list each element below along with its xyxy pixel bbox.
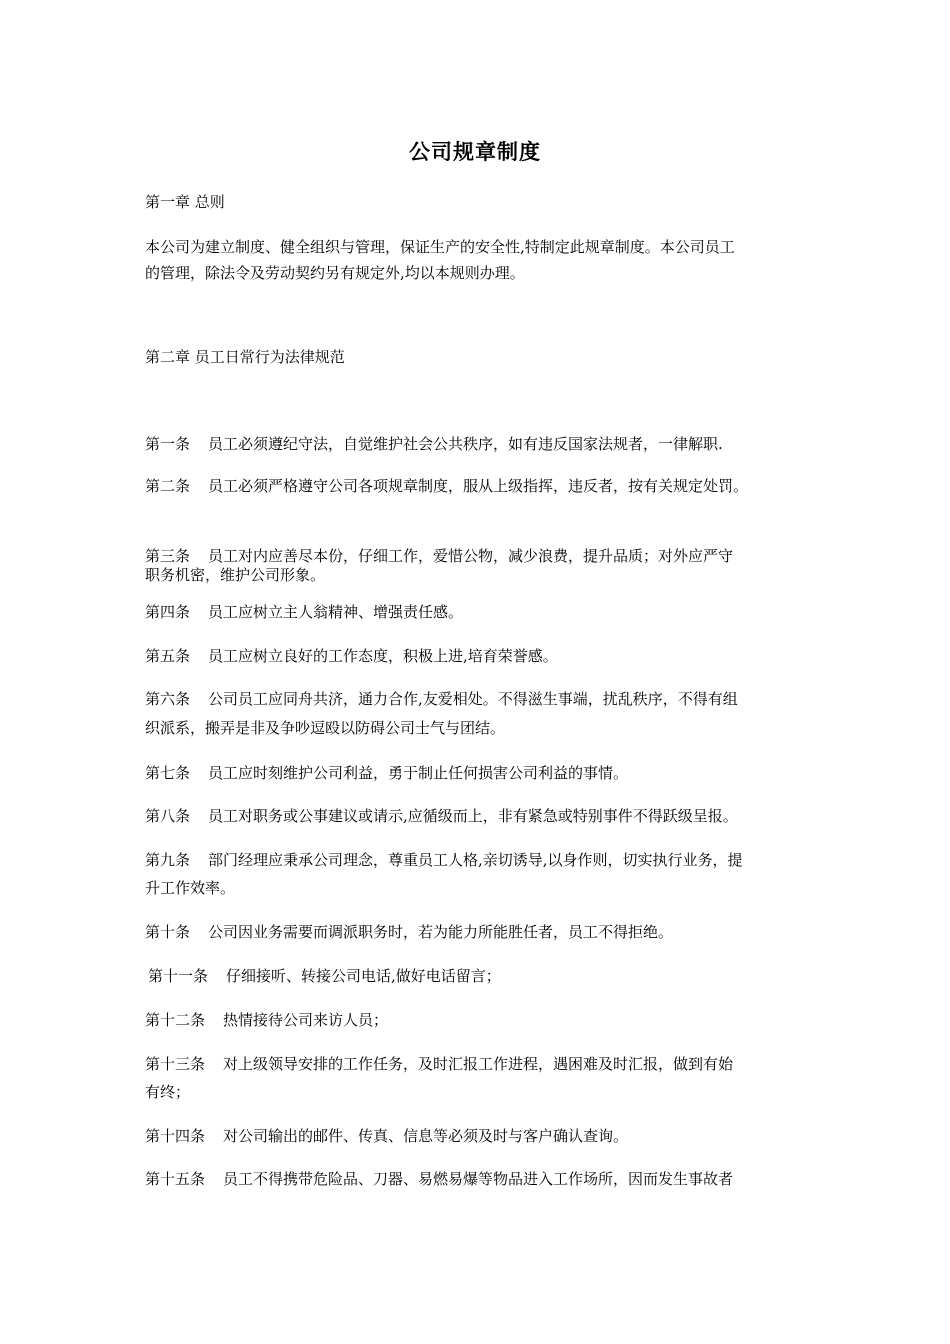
article-text: 公司因业务需要而调派职务时，若为能力所能胜任者，员工不得拒绝。 <box>208 923 674 941</box>
article-number: 第七条 <box>145 764 191 782</box>
article-14 <box>145 1126 825 1146</box>
article-3 <box>145 546 825 566</box>
article-number: 第五条 <box>145 647 191 665</box>
article-10 <box>145 922 825 942</box>
article-number: 第二条 <box>145 477 191 495</box>
article-12 <box>145 1010 825 1030</box>
article-number: 第十条 <box>145 923 191 941</box>
chapter-2-heading: 第二章 员工日常行为法律规范 <box>145 348 345 366</box>
article-8 <box>145 806 825 826</box>
article-number: 第九条 <box>145 851 191 869</box>
article-text: 公司员工应同舟共济，通力合作,友爱相处。不得滋生事端，扰乱秩序，不得有组 <box>208 690 738 708</box>
article-4 <box>145 602 825 622</box>
article-2 <box>145 476 825 496</box>
article-9 <box>145 850 825 870</box>
article-13-continuation: 有终； <box>145 1083 191 1101</box>
article-number: 第六条 <box>145 690 191 708</box>
article-text: 员工对内应善尽本份，仔细工作，爱惜公物，减少浪费，提升品质；对外应严守 <box>208 547 734 565</box>
article-text: 热情接待公司来访人员； <box>223 1011 389 1029</box>
article-number: 第十四条 <box>145 1127 206 1145</box>
article-11 <box>148 966 828 986</box>
article-number: 第三条 <box>145 547 191 565</box>
article-text: 员工应时刻维护公司利益，勇于制止任何损害公司利益的事情。 <box>208 764 629 782</box>
chapter-1-text-line-2: 的管理，除法令及劳动契约另有规定外,均以本规则办理。 <box>145 264 525 282</box>
chapter-1-heading: 第一章 总则 <box>145 193 225 211</box>
article-number: 第四条 <box>145 603 191 621</box>
article-number: 第八条 <box>145 807 191 825</box>
article-number: 第一条 <box>145 435 191 453</box>
document-title: 公司规章制度 <box>409 139 541 164</box>
article-3-continuation: 职务机密，维护公司形象。 <box>145 566 326 584</box>
article-text: 员工应树立良好的工作态度，积极上进,培育荣誉感。 <box>208 647 558 665</box>
article-text: 员工应树立主人翁精神、增强责任感。 <box>208 603 464 621</box>
article-5 <box>145 646 825 666</box>
article-number: 第十五条 <box>145 1170 206 1188</box>
article-text: 员工对职务或公事建议或请示,应循级而上，非有紧急或特别事件不得跃级呈报。 <box>208 807 738 825</box>
article-number: 第十一条 <box>148 967 209 985</box>
article-text: 员工不得携带危险品、刀器、易燃易爆等物品进入工作场所，因而发生事故者 <box>223 1170 734 1188</box>
article-1 <box>145 434 825 454</box>
article-text: 部门经理应秉承公司理念，尊重员工人格,亲切诱导,以身作则，切实执行业务，提 <box>208 851 743 869</box>
article-6 <box>145 689 825 709</box>
article-text: 员工必须严格遵守公司各项规章制度，服从上级指挥，违反者，按有关规定处罚。 <box>208 477 749 495</box>
chapter-1-text-line-1: 本公司为建立制度、健全组织与管理，保证生产的安全性,特制定此规章制度。本公司员工 <box>145 238 735 256</box>
article-text: 仔细接听、转接公司电话,做好电话留言； <box>226 967 501 985</box>
article-7 <box>145 763 825 783</box>
article-6-continuation: 织派系，搬弄是非及争吵逗殴以防碍公司士气与团结。 <box>145 719 506 737</box>
article-text: 对上级领导安排的工作任务，及时汇报工作进程，遇困难及时汇报，做到有始 <box>223 1055 734 1073</box>
article-number: 第十三条 <box>145 1055 206 1073</box>
article-text: 对公司输出的邮件、传真、信息等必须及时与客户确认查询。 <box>223 1127 629 1145</box>
article-13 <box>145 1054 825 1074</box>
article-15 <box>145 1169 825 1189</box>
article-text: 员工必须遵纪守法，自觉维护社会公共秩序，如有违反国家法规者，一律解职. <box>208 435 723 453</box>
article-number: 第十二条 <box>145 1011 206 1029</box>
article-9-continuation: 升工作效率。 <box>145 879 236 897</box>
